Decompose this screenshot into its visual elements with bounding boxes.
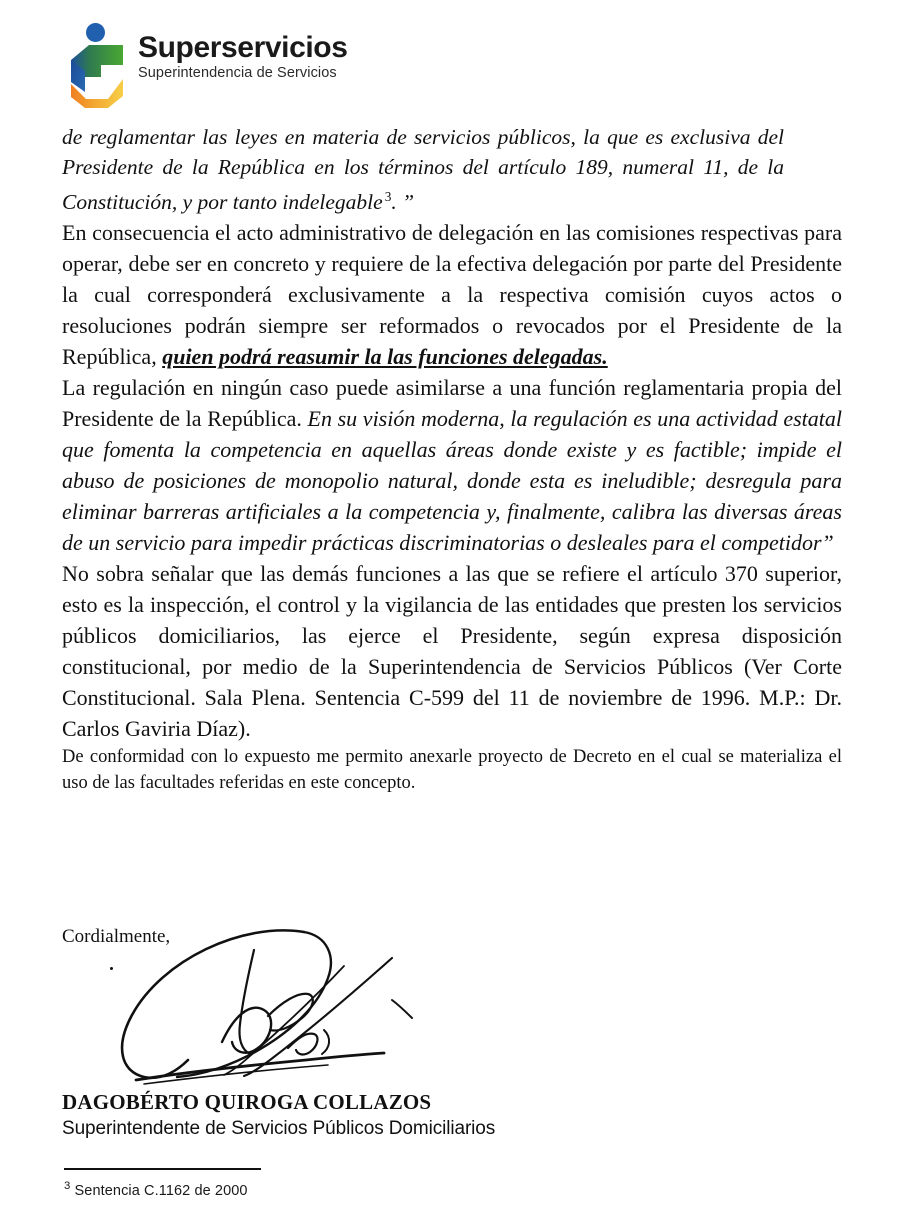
document-body: [62, 122, 842, 796]
closing-salutation: Cordialmente,: [62, 926, 171, 947]
paragraph-conformidad: De conformidad con lo expuesto me permito anexarle proyecto de Decreto en el cual se materializa el uso de las facultades referidas en este concepto.: [62, 747, 842, 794]
footnote-separator: [64, 1168, 261, 1170]
quoted-block: [62, 122, 784, 217]
brand-wordmark: [138, 22, 348, 81]
signer-block: [62, 1089, 662, 1142]
paragraph-funciones-articulo-370: No sobra señalar que las demás funciones a las que se refiere el artículo 370 superior, esto es la inspección, el control y la vigilancia de las entidades que presten los servicios públicos domiciliarios, las ejerce el Presidente, según expresa disposición constitucional, por medio de la Superintendencia de Servicios Públicos (Ver Corte Constitucional. Sala Plena. Sentencia C-599 del 11 de noviembre de 1996. M.P.: Dr. Carlos Gaviria Díaz).: [62, 561, 842, 742]
brand-name: Superservicios: [138, 31, 348, 64]
paragraph-consecuencia: [62, 217, 842, 372]
signer-name: DAGOBÉRTO QUIROGA COLLAZOS: [62, 1090, 432, 1114]
paragraph-regulacion-lead: La regulación en ningún caso puede asimilarse a una función reglamentaria propia del Presidente de la República.: [62, 375, 842, 432]
letterhead: [68, 22, 348, 108]
signer-title: Superintendente de Servicios Públicos Domiciliarios: [62, 1118, 496, 1139]
emphasis-reasumir-funciones: quien podrá reasumir la las funciones delegadas.: [162, 344, 608, 370]
footnote-body: Sentencia C.1162 de 2000: [70, 1182, 248, 1199]
footnote-number: 3: [64, 1180, 71, 1192]
paragraph-regulacion-quote: En su visión moderna, la regulación es una actividad estatal que fomenta la competencia en aquellas áreas donde existe y es factible; impide el abuso de posiciones de monopolio natural, donde esta es ineludible; desregula para eliminar barreras artificiales a la competencia y, finalmente, calibra las diversas áreas de un servicio para impedir prácticas discriminatorias o desleales para el competidor”: [62, 406, 842, 556]
footnote-marker-ref: 3: [384, 189, 392, 204]
superservicios-logo-icon: [68, 22, 126, 108]
footnote: [64, 1180, 248, 1199]
quoted-block-closing: . ”: [391, 190, 415, 215]
signature-area: [62, 925, 562, 949]
brand-tagline: Superintendencia de Servicios: [138, 64, 337, 81]
paragraph-regulacion: [62, 372, 842, 558]
paragraph-consecuencia-text: En consecuencia el acto administrativo de delegación en las comisiones respectivas para operar, debe ser en concreto y requiere de la efectiva delegación por parte del Presidente la cual corresponderá exclusivamente a la respectiva comisión cuyos actos o resoluciones podrán siempre ser reformados o revocados por el Presidente de la República,: [62, 220, 842, 370]
ink-speck: [110, 967, 113, 970]
quoted-block-text: de reglamentar las leyes en materia de servicios públicos, la que es exclusiva del Presidente de la República en los términos del artículo 189, numeral 11, de la Constitución, y por tanto indelegable: [62, 125, 784, 215]
